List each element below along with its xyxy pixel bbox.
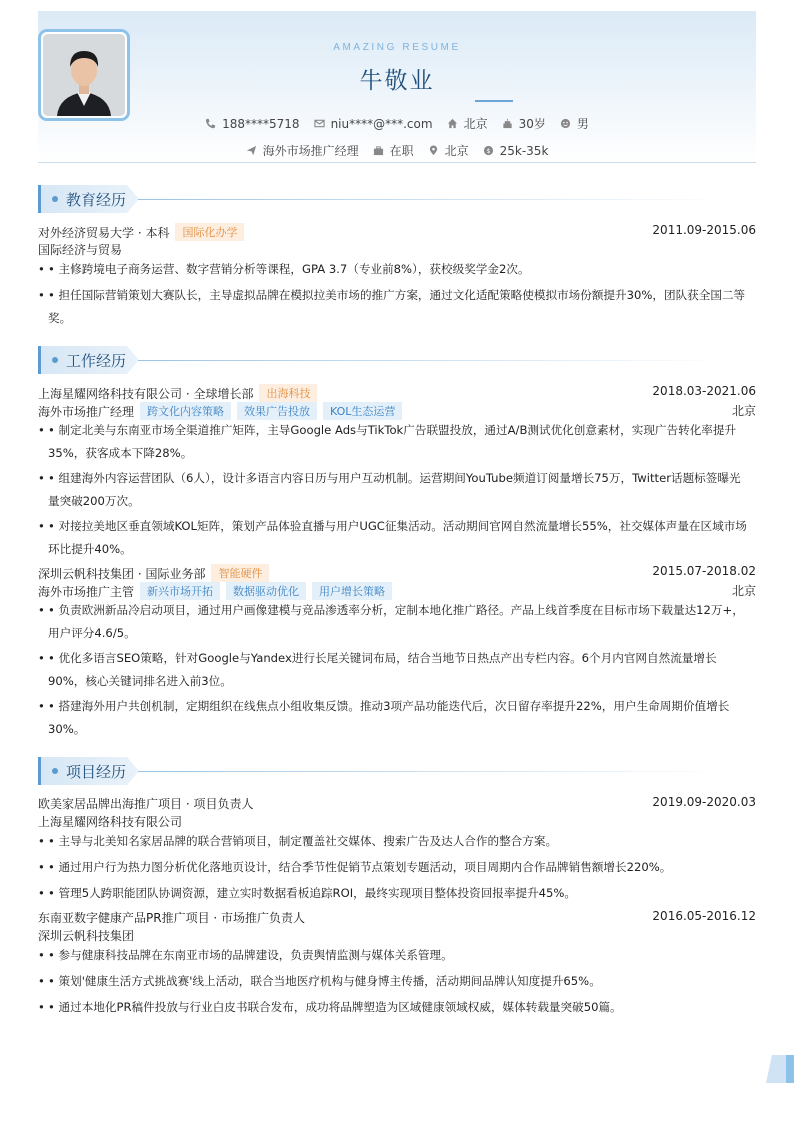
avatar: [38, 29, 130, 121]
home-icon: [447, 118, 458, 129]
skill-tag: 跨文化内容策略: [140, 402, 231, 420]
education-bullet: • • 担任国际营销策划大赛队长，主导虚拟品牌在模拟拉美市场的推广方案，通过文化适配策略使模拟市场份额提升30%，团队获全国二等奖。: [38, 288, 746, 325]
job-entry-head: [38, 564, 756, 582]
smile-icon: [560, 118, 571, 129]
section-title: 教育经历: [66, 191, 127, 209]
job-bullet: • • 组建海外内容运营团队（6人），设计多语言内容日历与用户互动机制。运营期间YouTube频道订阅量增长75万，Twitter话题标签曝光量突破200万次。: [38, 471, 741, 508]
section-divider: [138, 199, 728, 200]
target-position-text: 海外市场推广经理: [262, 144, 359, 158]
candidate-name: 牛敬业: [359, 68, 435, 94]
project-date: 2016.05-2016.12: [652, 909, 756, 923]
skill-tag: 效果广告投放: [237, 402, 317, 420]
corner-decoration: [766, 1055, 794, 1083]
job-bullet: • • 负责欧洲新品冷启动项目，通过用户画像建模与竞品渗透率分析，定制本地化推广路径。产品上线首季度在目标市场下载量达12万+，用户评分4.6/5。: [38, 603, 744, 640]
job-intent-row: [38, 142, 756, 159]
project-date: 2019.09-2020.03: [652, 795, 756, 809]
send-icon: [246, 145, 257, 156]
job-location: 北京: [731, 584, 756, 598]
gender-text: 男: [576, 117, 589, 131]
skill-tag: 新兴市场开拓: [140, 582, 220, 600]
target-city-text: 北京: [444, 144, 469, 158]
job-location: 北京: [731, 404, 756, 418]
projects-section-header: [38, 757, 756, 787]
section-dot: [52, 768, 58, 774]
project-bullet: • • 通过本地化PR稿件投放与行业白皮书联合发布，成功将品牌塑造为区域健康领域权威，媒体转载量突破50篇。: [38, 1000, 622, 1014]
job-role-row: [38, 402, 756, 420]
company-name: 深圳云帆科技集团 · 国际业务部: [38, 566, 206, 581]
job-bullet: • • 制定北美与东南亚市场全渠道推广矩阵，主导Google Ads与TikTok广告联盟投放，通过A/B测试优化创意素材，实现广告转化率提升35%，获客成本下降28%。: [38, 423, 737, 460]
school-badge: 国际化办学: [175, 223, 244, 241]
work-section-header: [38, 346, 756, 376]
job-bullet: • • 对接拉美地区垂直领域KOL矩阵，策划产品体验直播与用户UGC征集活动。活动期间官网自然流量增长55%，社交媒体声量在区域市场环比提升40%。: [38, 519, 747, 556]
project-org: 上海星耀网络科技有限公司: [38, 815, 183, 829]
project-name: 欧美家居品牌出海推广项目 · 项目负责人: [38, 797, 254, 811]
education-date: 2011.09-2015.06: [652, 223, 756, 237]
project-name: 东南亚数字健康产品PR推广项目 · 市场推广负责人: [38, 911, 306, 925]
status-text: 在职: [389, 144, 414, 158]
email-item: [314, 115, 433, 132]
project-bullet: • • 参与健康科技品牌在东南亚市场的品牌建设，负责舆情监测与媒体关系管理。: [38, 948, 453, 962]
city-item: [447, 115, 488, 132]
target-city-item: [428, 142, 469, 159]
job-role: 海外市场推广经理: [38, 404, 135, 419]
phone-item: [205, 115, 299, 132]
coin-icon: [483, 145, 494, 156]
job-bullet: • • 搭建海外用户共创机制，定期组织在线焦点小组收集反馈。推动3项产品功能迭代后，次日留存率提升22%，用户生命周期价值增长30%。: [38, 699, 730, 736]
gender-item: [560, 115, 589, 132]
section-dot: [52, 357, 58, 363]
salary-item: [483, 142, 549, 159]
name-underline: [475, 100, 513, 102]
school-name: 对外经济贸易大学 · 本科: [38, 225, 170, 240]
project-bullet: • • 主导与北美知名家居品牌的联合营销项目，制定覆盖社交媒体、搜索广告及达人合作的整合方案。: [38, 834, 558, 848]
company-name: 上海星耀网络科技有限公司 · 全球增长部: [38, 386, 254, 401]
phone-icon: [205, 118, 216, 129]
job-bullet: • • 优化多语言SEO策略，针对Google与Yandex进行长尾关键词布局，结合当地节日热点产出专栏内容。6个月内官网自然流量增长90%，核心关键词排名进入前3位。: [38, 651, 717, 688]
section-title: 项目经历: [66, 763, 127, 781]
city-text: 北京: [463, 117, 488, 131]
education-major: 国际经济与贸易: [38, 243, 123, 257]
section-divider: [138, 360, 728, 361]
education-bullet: • • 主修跨境电子商务运营、数字营销分析等课程，GPA 3.7（专业前8%），获校级奖学金2次。: [38, 262, 530, 276]
age-text: 30岁: [518, 117, 546, 131]
resume-tagline: AMAZING RESUME: [333, 42, 461, 53]
location-pin-icon: [428, 145, 439, 156]
project-bullet: • • 通过用户行为热力图分析优化落地页设计，结合季节性促销节点策划专题活动，项目周期内合作品牌销售额增长220%。: [38, 860, 672, 874]
contact-info-row: [38, 115, 756, 132]
resume-header: [38, 11, 756, 163]
company-badge: 出海科技: [259, 384, 317, 402]
job-date: 2015.07-2018.02: [652, 564, 756, 578]
target-position-item: [246, 142, 359, 159]
project-org: 深圳云帆科技集团: [38, 929, 135, 943]
cake-icon: [502, 118, 513, 129]
section-dot: [52, 196, 58, 202]
skill-tag: 用户增长策略: [312, 582, 392, 600]
section-divider: [138, 771, 728, 772]
job-role: 海外市场推广主管: [38, 584, 135, 599]
job-date: 2018.03-2021.06: [652, 384, 756, 398]
education-entry-head: [38, 223, 756, 241]
project-bullet: • • 策划'健康生活方式挑战赛'线上活动，联合当地医疗机构与健身博主传播，活动期间品牌认知度提升65%。: [38, 974, 601, 988]
project-entry-head: [38, 795, 756, 812]
company-badge: 智能硬件: [211, 564, 269, 582]
person-portrait-icon: [43, 34, 125, 116]
avatar-photo: [43, 34, 125, 116]
status-item: [373, 142, 414, 159]
education-section-header: [38, 185, 756, 215]
skill-tag: KOL生态运营: [323, 402, 402, 420]
email-icon: [314, 118, 325, 129]
phone-text: 188****5718: [222, 116, 300, 131]
project-bullet: • • 管理5人跨职能团队协调资源，建立实时数据看板追踪ROI，最终实现项目整体投资回报率提升45%。: [38, 886, 577, 900]
project-entry-head: [38, 909, 756, 926]
age-item: [502, 115, 546, 132]
salary-text: 25k-35k: [499, 143, 549, 158]
skill-tag: 数据驱动优化: [226, 582, 306, 600]
job-role-row: [38, 582, 756, 600]
briefcase-icon: [373, 145, 384, 156]
section-title: 工作经历: [66, 352, 127, 370]
job-entry-head: [38, 384, 756, 402]
email-text: niu****@***.com: [330, 116, 433, 131]
svg-text:$: $: [486, 146, 491, 155]
